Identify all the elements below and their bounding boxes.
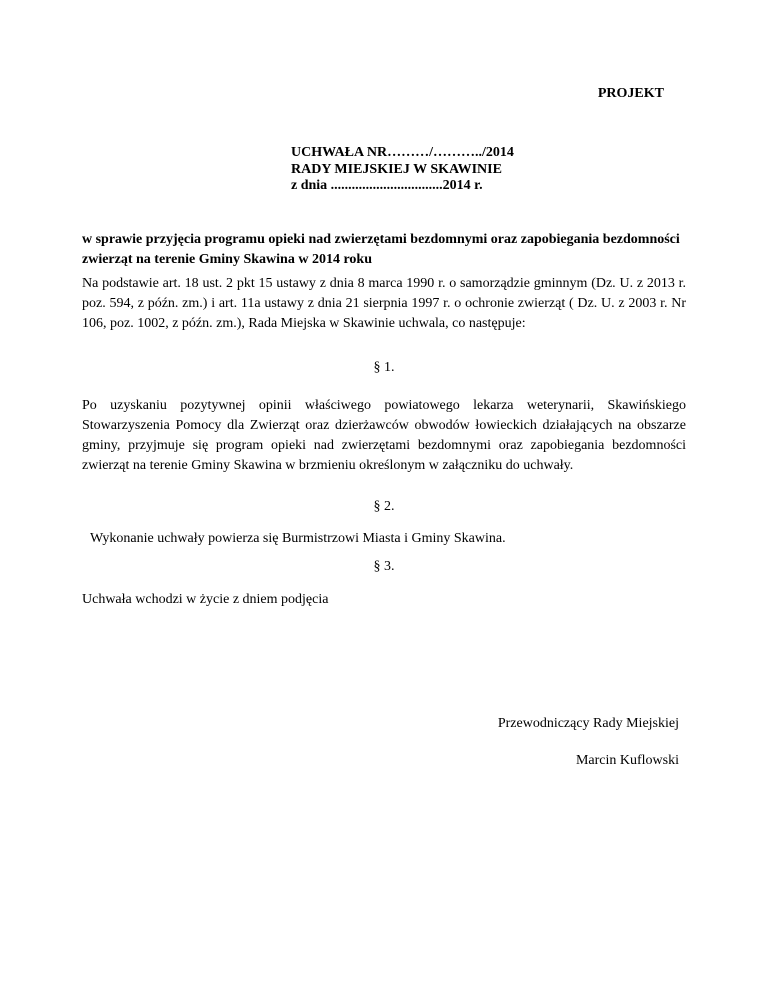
section-1-mark: § 1. [373, 360, 395, 375]
legal-basis-paragraph: Na podstawie art. 18 ust. 2 pkt 15 ustawy z dnia 8 marca 1990 r. o samorządzie gminnym (Dz. U. z 2013 r. poz. 594, z późn. zm.) i art. 11a ustawy z dnia 21 sierpnia 1997 r. o ochronie zwierząt ( Dz. U. z 2003 r. Nr 106, poz. 1002, z późn. zm.), Rada Miejska w Skawinie uchwala, co następuje: [82, 276, 686, 331]
draft-status-label: PROJEKT [597, 86, 664, 101]
section-2-mark: § 2. [373, 499, 395, 514]
council-name: RADY MIEJSKIEJ W SKAWINIE [291, 161, 502, 177]
section-3-mark: § 3. [373, 559, 395, 574]
resolution-date: z dnia ................................2014 r. [291, 178, 483, 193]
section-1-text: Po uzyskaniu pozytywnej opinii właściwego powiatowego lekarza weterynarii, Skawińskiego Stowarzyszenia Pomocy dla Zwierząt oraz dzierżawców obwodów łowieckich działających na obszarze gminy, przyjmuje się program opieki nad zwierzętami bezdomnymi oraz zapobiegania bezdomności zwierząt na terenie Gminy Skawina w brzmieniu określonym w załączniku do uchwały. [82, 398, 686, 473]
resolution-header [291, 145, 514, 195]
signatory-role: Przewodniczący Rady Miejskiej [497, 716, 679, 731]
signatory-name: Marcin Kuflowski [575, 753, 679, 768]
section-3-text: Uchwała wchodzi w życie z dniem podjęcia [82, 592, 329, 607]
resolution-subject: w sprawie przyjęcia programu opieki nad zwierzętami bezdomnymi oraz zapobiegania bezdomności zwierząt na terenie Gminy Skawina w 2014 roku [82, 232, 680, 267]
section-2-text: Wykonanie uchwały powierza się Burmistrzowi Miasta i Gminy Skawina. [90, 531, 506, 546]
resolution-number: UCHWAŁA NR………/………../2014 [291, 145, 514, 160]
